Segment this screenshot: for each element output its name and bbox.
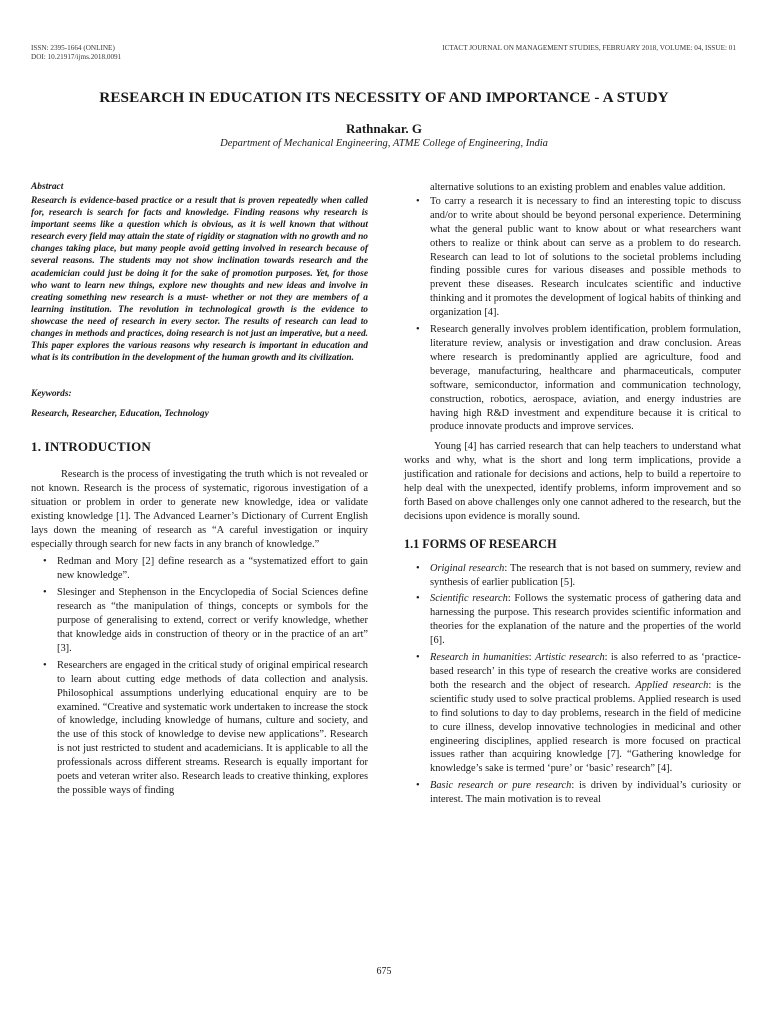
keywords-heading: Keywords: — [31, 389, 72, 400]
term-definition: : Follows the systematic process of gathering data and harnessing the purpose. This research provides scientific information and theories for the explanation of the nature and the properties of the world [6]. — [430, 593, 742, 647]
section-heading-forms-of-research: 1.1 FORMS OF RESEARCH — [404, 536, 557, 551]
list-item — [43, 659, 368, 798]
term-definition: : The research that is not based on summery, review and synthesis of earlier publication [5]. — [430, 562, 742, 588]
term-scientific-research: Scientific research — [430, 593, 508, 605]
journal-header: ICTACT JOURNAL ON MANAGEMENT STUDIES, FEBRUARY 2018, VOLUME: 04, ISSUE: 01 — [442, 44, 736, 52]
list-item-text: Researchers are engaged in the critical study of original empirical research to learn about cutting edge methods of data collection and analysis. Philosophical assumptions underlying educational enquiry are to be examined. “Creative and systematic work undertaken to increase the stock of knowledge, including knowledge of humans, culture and society, and the use of this stock of knowledge to devise new applications”. Research is not just restricted to student and academicians. It is applicable to all the professionals across different streams. Research is equally important for poets and veteran writer also. Research leads to creative thinking, explores the possible ways of finding — [57, 659, 368, 796]
term-definition: : is the scientific study used to solve practical problems. Applied research is used to find solutions to day to day problems, research in the field of medicine to cure illness, develop innovative technologies in medicinal and other engineering disciplines, applied research is more focused on practical issues rather than acquiring knowledge [7]. “Gathering knowledge for knowledge’s sake is termed ‘pure’ or ‘basic’ research” [4]. — [430, 679, 741, 775]
right-column — [404, 181, 741, 810]
list-item-text: To carry a research it is necessary to find an interesting topic to discuss and/or to write about should be beyond personal experience. Determining what the general public want to know about or what researchers want others to realize or think about can serve as a problem to do research. Research can lead to lot of solutions to the societal problems including finding possible cures for various diseases and possible methods to prevent these diseases. Research inculcates scientific and inductive thinking and it promotes the development of logical habits of thinking and organization [4]. — [430, 195, 741, 319]
list-item-text: Slesinger and Stephenson in the Encyclopedia of Social Sciences define research as “the manipulation of things, concepts or symbols for the purpose of generalising to extend, correct or verify knowledge, whether that knowledge aids in construction of theory or in the practice of an art” [3]. — [57, 587, 368, 654]
list-item-text: Redman and Mory [2] define research as a “systematized effort to gain new knowledge”. — [57, 556, 368, 582]
bullet-icon: • — [416, 593, 420, 605]
bullet-icon: • — [43, 659, 47, 671]
doi-text: DOI: 10.21917/ijms.2018.0091 — [31, 53, 122, 61]
list-item — [416, 779, 741, 807]
bullet-icon: • — [43, 587, 47, 599]
intro-bullet-list — [31, 555, 368, 797]
paper-title: RESEARCH IN EDUCATION ITS NECESSITY OF AND IMPORTANCE - A STUDY — [99, 89, 669, 106]
term-research-in-humanities: Research in humanities — [430, 652, 529, 664]
right-bullet-list — [404, 195, 741, 434]
list-item — [416, 195, 741, 320]
bullet-icon: • — [416, 324, 420, 336]
section-heading-introduction: 1. INTRODUCTION — [31, 439, 152, 455]
bullet-icon: • — [416, 195, 420, 207]
bullet-icon: • — [416, 562, 420, 574]
term-applied-research: Applied research — [635, 679, 709, 691]
term-basic-research: Basic research or pure research — [430, 780, 572, 792]
term-separator: : — [528, 652, 536, 664]
left-column — [31, 181, 368, 801]
forms-list — [404, 562, 741, 807]
author-affiliation: Department of Mechanical Engineering, ATME College of Engineering, India — [220, 138, 548, 149]
bullet-icon: • — [416, 780, 420, 792]
young-paragraph: Young [4] has carried research that can help teachers to understand what works and why, what is the short and long term implications, provide a justification and rationale for decisions and actions, help to build a repertoire to help deal with the unexpected, identify problems, inform improvement and so forth Based on above challenges only one cannot adhered to the research, but the decisions upon evidence is morally sound. — [404, 441, 741, 522]
term-definition: : is driven by individual’s curiosity or interest. The main motivation is to reveal — [430, 780, 741, 806]
list-item — [416, 592, 741, 648]
list-item — [43, 586, 368, 656]
list-item — [416, 562, 741, 590]
author-name: Rathnakar. G — [345, 121, 423, 136]
list-item-text: Research generally involves problem identification, problem formulation, literature review, analysis or investigation and draw conclusion. Areas where research is predominantly applied are agriculture, food and beverage, manufacturing, healthcare and pharmaceuticals, computer software, semiconductor, information and communication technology, construction, robotics, aerospace, aviation, and energy industries are having high R&D investment and expenditure because it is critical to produce innovate products and improve services. — [430, 324, 741, 433]
abstract-text: Research is evidence-based practice or a result that is proven repeatedly when called for, research is search for facts and knowledge. Finding reasons why research is important seems like a question which is obvious, as it is well known that without research every field may attain the state of rigidity or stagnation with no growth and no changes taking place, but many people avoid getting involved in research because of several reasons. The students may not show inclination towards research and the academician could just be doing it for the sake of promotion purposes. Yet, for those who want to learn new things, explore new thoughts and new ideas and involve in creating something new research is a must- whether or not they are members of a learning institution. The revolution in technological growth is the evidence to showcase the need of research in every sector. The results of research can lead to changes in methods and practices, doing research is not just an imperative, but a need. This paper explores the various reasons why research is important in education and what is its contribution in the development of the human growth and its civilization. — [31, 196, 368, 364]
bullet-icon: • — [416, 652, 420, 664]
term-original-research: Original research — [430, 562, 505, 574]
list-item — [416, 323, 741, 434]
intro-paragraph: Research is the process of investigating the truth which is not revealed or not known. Research is the process of systematic, rigorous investigation of a situation or problem in order to generate new knowledge, idea or validate existing knowledge [1]. The Advanced Learner’s Dictionary of Current English lays down the meaning of research as “A careful investigation or inquiry especially through search for new facts in any branch of knowledge.” — [31, 469, 368, 550]
list-item — [416, 651, 741, 776]
list-item — [43, 555, 368, 583]
page-number: 675 — [376, 966, 392, 977]
abstract-heading: Abstract — [31, 182, 64, 192]
header-left — [31, 44, 121, 62]
bullet-icon: • — [43, 556, 47, 568]
term-artistic-research: Artistic research — [535, 652, 605, 664]
issn-text: ISSN: 2395-1664 (ONLINE) — [31, 44, 115, 52]
bullet-continuation: alternative solutions to an existing problem and enables value addition. — [430, 182, 726, 193]
keywords-text: Research, Researcher, Education, Technology — [31, 409, 209, 420]
term-definition: : is also referred to as ‘practice-based research’ in this type of research the creative works are considered both the research and the object of research. — [430, 652, 741, 691]
